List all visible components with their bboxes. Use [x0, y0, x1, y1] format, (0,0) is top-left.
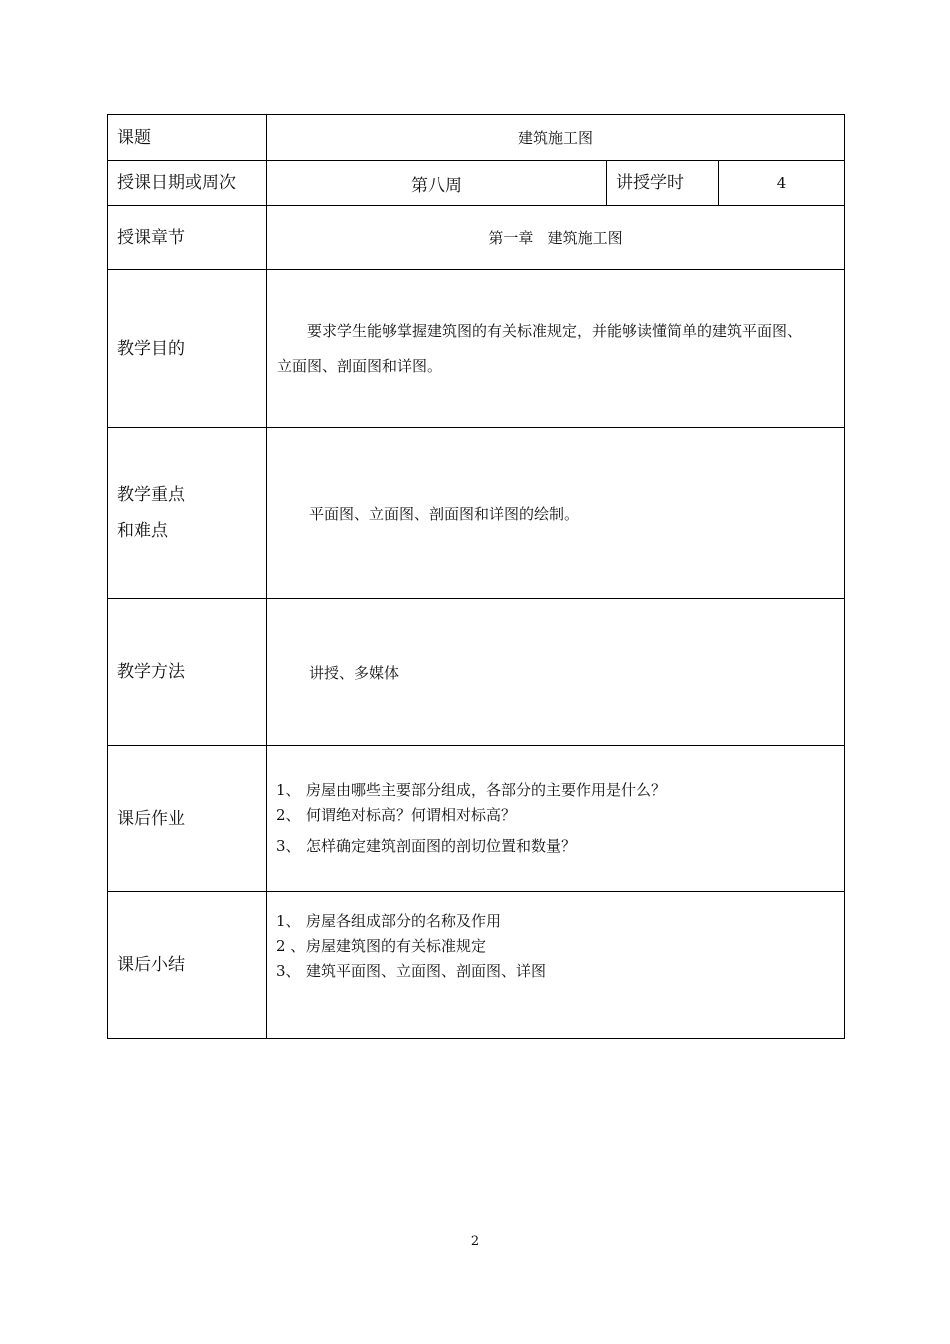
objective-label: 教学目的 — [108, 270, 267, 428]
chapter-label: 授课章节 — [108, 206, 267, 270]
objective-value: 要求学生能够掌握建筑图的有关标准规定，并能够读懂简单的建筑平面图、立面图、剖面图和详图。 — [267, 270, 845, 428]
chapter-text: 第一章 建筑施工图 — [488, 229, 623, 247]
list-item-text: 何谓绝对标高？何谓相对标高？ — [306, 806, 517, 824]
list-item-number: 2 、 — [276, 937, 306, 955]
row-objective — [108, 270, 845, 428]
row-topic — [108, 115, 845, 161]
summary-label: 课后小结 — [108, 892, 267, 1039]
list-item — [276, 909, 844, 934]
list-item-text: 房屋由哪些主要部分组成，各部分的主要作用是什么？ — [306, 781, 667, 799]
list-item-text: 建筑平面图、立面图、剖面图、详图 — [306, 962, 547, 980]
list-item-number: 1、 — [276, 912, 301, 930]
list-item-number: 3、 — [276, 962, 301, 980]
keypoints-label — [108, 428, 267, 599]
topic-value: 建筑施工图 — [267, 115, 845, 161]
keypoints-label-line1: 教学重点 — [117, 485, 185, 505]
list-item — [276, 778, 844, 803]
topic-label: 课题 — [108, 115, 267, 161]
row-method — [108, 599, 845, 746]
row-keypoints — [108, 428, 845, 599]
list-item-number: 2、 — [276, 806, 301, 824]
row-summary — [108, 892, 845, 1039]
summary-list — [267, 892, 845, 1039]
keypoints-label-line2: 和难点 — [117, 521, 168, 541]
list-item — [276, 834, 844, 859]
list-item-number: 3、 — [276, 837, 301, 855]
list-item — [276, 803, 844, 828]
list-item — [276, 934, 844, 959]
row-date — [108, 161, 845, 206]
row-chapter — [108, 206, 845, 270]
lesson-plan-table — [107, 114, 845, 1039]
list-item — [276, 959, 844, 984]
date-value: 第八周 — [267, 161, 607, 206]
method-label: 教学方法 — [108, 599, 267, 746]
list-item-number: 1、 — [276, 781, 301, 799]
homework-label: 课后作业 — [108, 746, 267, 892]
keypoints-value: 平面图、立面图、剖面图和详图的绘制。 — [267, 428, 845, 599]
list-item-text: 怎样确定建筑剖面图的剖切位置和数量？ — [306, 837, 577, 855]
list-item-text: 房屋各组成部分的名称及作用 — [306, 912, 502, 930]
chapter-value — [267, 206, 845, 270]
hours-value: 4 — [719, 161, 845, 206]
homework-list — [267, 746, 845, 892]
method-value: 讲授、多媒体 — [267, 599, 845, 746]
hours-label: 讲授学时 — [607, 161, 719, 206]
row-homework — [108, 746, 845, 892]
page-number: 2 — [470, 1234, 480, 1249]
list-item-text: 房屋建筑图的有关标准规定 — [306, 937, 487, 955]
date-label: 授课日期或周次 — [108, 161, 267, 206]
